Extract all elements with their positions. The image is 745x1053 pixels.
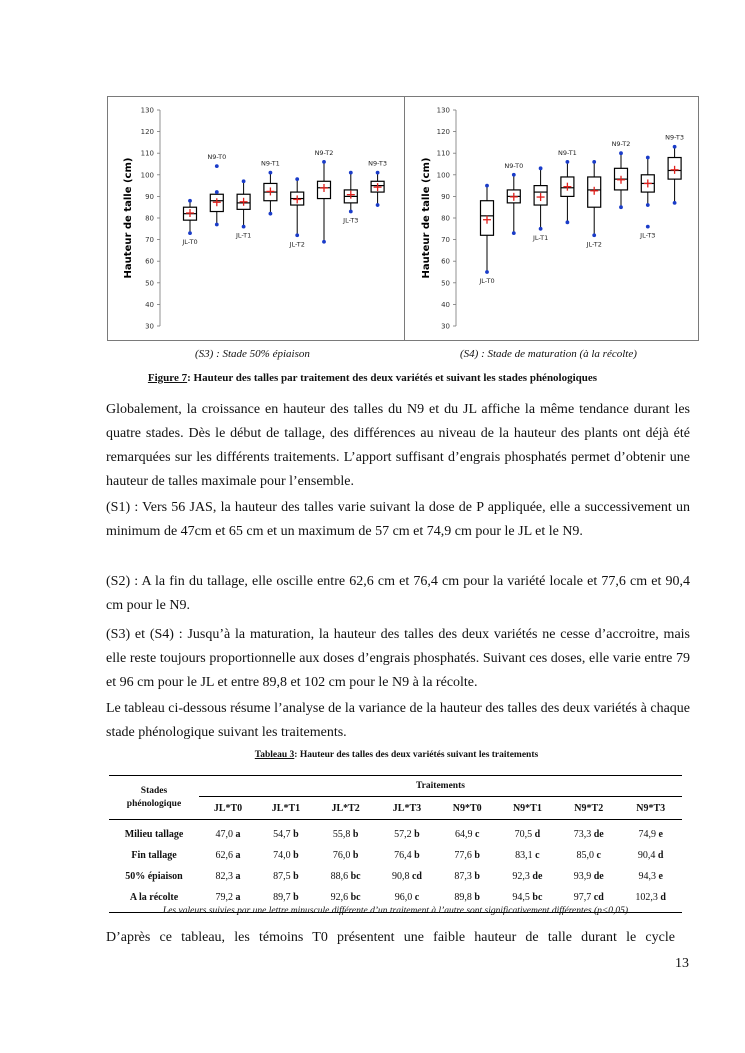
y-tick-label: 30 <box>145 322 154 331</box>
y-tick-label: 120 <box>140 128 154 137</box>
max-point <box>539 166 543 170</box>
max-point <box>242 179 246 183</box>
value-cell: 83,1 c <box>515 850 540 861</box>
min-point <box>376 203 380 207</box>
value-cell: 88,6 bc <box>330 871 361 882</box>
series-label: N9-T2 <box>314 148 334 157</box>
box-jl-t0 <box>181 199 197 246</box>
y-tick-label: 60 <box>145 257 154 266</box>
min-point <box>485 270 489 274</box>
value-cell: 77,6 b <box>454 850 480 861</box>
y-tick-label: 110 <box>140 149 154 158</box>
value-cell: 76,0 b <box>332 850 359 861</box>
series-label: N9-T0 <box>207 153 227 162</box>
box-n9-t2 <box>315 149 334 244</box>
max-point <box>322 160 326 164</box>
value-cell: 97,7 cd <box>558 887 619 913</box>
max-point <box>485 184 489 188</box>
series-label: N9-T0 <box>504 161 524 170</box>
min-point <box>566 220 570 224</box>
max-point <box>376 171 380 175</box>
paragraph-2: (S1) : Vers 56 JAS, la hauteur des talles varie suivant la dose de P appliquée, elle a successivement un minimum de 47cm et 65 cm et un maximum de 57 cm et 74,9 cm pour le JL et le N9. <box>106 500 690 539</box>
paragraph-3: (S2) : A la fin du tallage, elle oscille entre 62,6 cm et 76,4 cm pour la variété locale et 77,6 cm et 90,4 cm pour le N9. <box>106 574 690 613</box>
box-n9-t1 <box>261 160 280 216</box>
stage-cell: 50% épiaison <box>125 871 183 882</box>
min-point <box>215 223 219 227</box>
min-point <box>592 233 596 237</box>
min-point <box>295 233 299 237</box>
stage-cell: Milieu tallage <box>124 829 184 840</box>
column-header: N9*T3 <box>619 797 682 820</box>
y-tick-label: 130 <box>140 106 154 115</box>
value-cell: 70,5 d <box>514 829 541 840</box>
box-jl-t3 <box>342 171 358 225</box>
min-point <box>539 227 543 231</box>
figure-caption: Figure 7: Hauteur des talles par traitement des deux variétés et suivant les stades phénologiques <box>147 372 598 384</box>
box-jl-t3 <box>639 156 655 240</box>
y-tick-label: 30 <box>441 322 450 331</box>
max-point <box>646 156 650 160</box>
value-cell: 79,2 a <box>199 887 257 913</box>
column-header: JL*T2 <box>315 797 376 820</box>
value-cell: 90,8 cd <box>391 871 422 882</box>
y-tick-label: 50 <box>145 279 154 288</box>
y-tick-label: 40 <box>145 300 154 309</box>
max-point <box>349 171 353 175</box>
y-tick-label: 70 <box>441 236 450 245</box>
box-jl-t1 <box>235 179 251 239</box>
table-note: Les valeurs suivies par une lettre minuscule différente d’un traitement à l’autre sont significativement différentes (p<0,05) <box>162 906 629 916</box>
value-cell: 87,5 b <box>273 871 299 882</box>
paragraph-4: (S3) et (S4) : Jusqu’à la maturation, la hauteur des talles des deux variétés ne cesse d’accroitre, mais elle reste toujours proportionnelle aux doses d’engrais phosphatés. Suivant ces doses, elle varie entre 79 et 96 cm pour le JL et entre 89,8 et 102 cm pour le N9 à la récolte. <box>106 627 690 690</box>
series-label: JL-T1 <box>532 233 549 242</box>
table-row <box>109 866 682 887</box>
box-jl-t1 <box>532 166 548 241</box>
paragraph-1: Globalement, la croissance en hauteur des talles du N9 et du JL affiche la même tendance durant les quatre stades. Dès le début de tallage, des différences au niveau de la hauteur des plants ont déjà été remarquées sur les différents traitements. L’apport suffisant d’engrais phosphatés permet d’obtenir une hauteur de talles maximale pour l’ensemble. <box>106 402 690 489</box>
value-cell: 96,0 c <box>376 887 437 913</box>
y-tick-label: 120 <box>436 128 450 137</box>
value-cell: 89,7 b <box>257 887 315 913</box>
series-label: N9-T1 <box>557 148 577 157</box>
series-label: JL-T3 <box>640 231 656 240</box>
series-label: JL-T3 <box>343 216 359 225</box>
series-label: N9-T2 <box>611 140 631 149</box>
max-point <box>592 160 596 164</box>
value-cell: 55,8 b <box>332 829 359 840</box>
series-label: JL-T2 <box>586 240 602 249</box>
series-label: JL-T1 <box>235 231 252 240</box>
value-cell: 74,0 b <box>273 850 299 861</box>
column-header: JL*T0 <box>199 797 257 820</box>
y-tick-label: 50 <box>441 279 450 288</box>
value-cell: 93,9 de <box>573 871 604 882</box>
min-point <box>673 201 677 205</box>
value-cell: 64,9 c <box>454 829 480 840</box>
table-row <box>109 845 682 866</box>
value-cell: 74,9 e <box>638 829 663 840</box>
y-tick-label: 110 <box>436 149 450 158</box>
max-point <box>188 199 192 203</box>
outlier-point <box>646 225 650 229</box>
paragraph-5: Le tableau ci-dessous résume l’analyse de la variance de la hauteur des talles des deux variétés à chaque stade phénologique suivant les traitements. <box>106 701 690 740</box>
series-label: N9-T1 <box>260 159 280 168</box>
caption-s4: (S4) : Stade de maturation (à la récolte) <box>460 348 637 360</box>
series-label: JL-T0 <box>182 238 198 247</box>
column-header: JL*T1 <box>257 797 315 820</box>
value-cell: 89,8 b <box>438 887 497 913</box>
value-cell: 76,4 b <box>394 850 420 861</box>
value-cell: 102,3 d <box>619 887 682 913</box>
value-cell: 62,6 a <box>215 850 241 861</box>
max-point <box>566 160 570 164</box>
value-cell: 90,4 d <box>637 850 664 861</box>
value-cell: 87,3 b <box>454 871 480 882</box>
stage-cell: A la récolte <box>109 887 199 913</box>
value-cell: 94,5 bc <box>497 887 558 913</box>
y-tick-label: 100 <box>140 171 154 180</box>
value-cell: 92,6 bc <box>315 887 376 913</box>
caption-s3: (S3) : Stade 50% épiaison <box>195 348 310 360</box>
max-point <box>295 177 299 181</box>
value-cell: 57,2 b <box>394 829 420 840</box>
box-n9-t3 <box>368 160 387 207</box>
min-point <box>322 240 326 244</box>
y-tick-label: 60 <box>441 257 450 266</box>
min-point <box>619 205 623 209</box>
min-point <box>349 210 353 214</box>
value-cell: 47,0 a <box>215 829 241 840</box>
box-jl-t0 <box>478 184 494 285</box>
y-tick-label: 80 <box>441 214 450 223</box>
series-label: N9-T3 <box>665 133 685 142</box>
paragraph-last: D’après ce tableau, les témoins T0 présentent une faible hauteur de talle durant le cycle <box>106 930 675 945</box>
y-axis-label: Hauteur de talle (cm) <box>123 157 134 279</box>
max-point <box>673 145 677 149</box>
boxplot-s4 <box>404 96 699 341</box>
value-cell: 82,3 a <box>215 871 241 882</box>
outlier-point <box>215 164 219 168</box>
value-cell: 94,3 e <box>638 871 663 882</box>
y-tick-label: 40 <box>441 300 450 309</box>
value-cell: 54,7 b <box>273 829 299 840</box>
y-tick-label: 130 <box>436 106 450 115</box>
box-n9-t1 <box>558 149 577 224</box>
table-caption: Tableau 3: Hauteur des talles des deux variétés suivant les traitements <box>254 750 539 760</box>
y-tick-label: 90 <box>145 192 154 201</box>
box-n9-t0 <box>207 153 226 226</box>
max-point <box>512 173 516 177</box>
column-header: N9*T2 <box>558 797 619 820</box>
column-header: JL*T3 <box>376 797 437 820</box>
series-label: JL-T0 <box>479 277 495 285</box>
min-point <box>188 231 192 235</box>
boxplot-s3 <box>107 96 406 341</box>
min-point <box>242 225 246 229</box>
max-point <box>215 190 219 194</box>
max-point <box>269 171 273 175</box>
box-jl-t2 <box>289 177 305 248</box>
column-header: N9*T0 <box>438 797 497 820</box>
results-table <box>109 775 682 913</box>
max-point <box>619 151 623 155</box>
box-n9-t3 <box>665 134 684 205</box>
value-cell: 85,0 c <box>576 850 601 861</box>
value-cell: 92,3 de <box>512 871 543 882</box>
box-n9-t0 <box>504 162 523 235</box>
y-tick-label: 100 <box>436 171 450 180</box>
group-header: Traitements <box>199 776 682 797</box>
y-axis-label: Hauteur de talle (cm) <box>421 157 432 279</box>
min-point <box>512 231 516 235</box>
series-label: N9-T3 <box>368 159 388 168</box>
column-header: N9*T1 <box>497 797 558 820</box>
series-label: JL-T2 <box>289 240 305 249</box>
page-number: 13 <box>675 956 689 971</box>
box-jl-t2 <box>586 160 602 248</box>
min-point <box>646 203 650 207</box>
table-row <box>109 820 682 846</box>
stage-cell: Fin tallage <box>131 850 177 861</box>
value-cell: 73,3 de <box>573 829 604 840</box>
box-n9-t2 <box>612 140 631 209</box>
min-point <box>269 212 273 216</box>
y-tick-label: 70 <box>145 236 154 245</box>
stub-header: Stades phénologique <box>109 776 199 820</box>
y-tick-label: 80 <box>145 214 154 223</box>
y-tick-label: 90 <box>441 192 450 201</box>
